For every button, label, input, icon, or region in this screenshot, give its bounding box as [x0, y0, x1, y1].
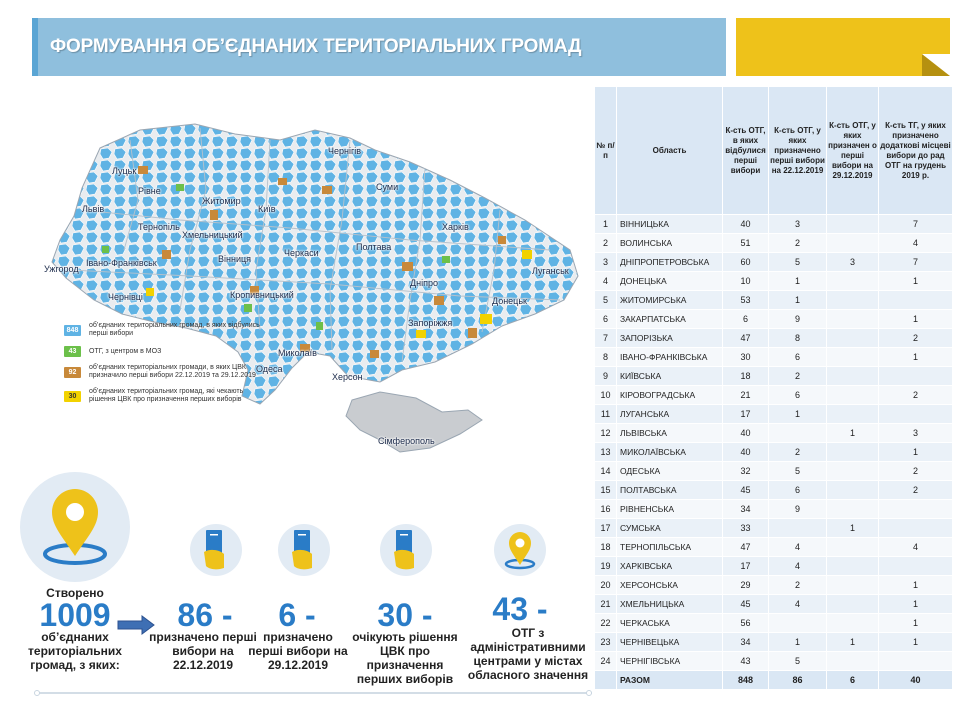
ballot-icon-circle	[190, 524, 242, 576]
row-region: ЛУГАНСЬКА	[617, 405, 723, 424]
row-additional-elections	[879, 519, 953, 538]
row-number: 4	[595, 272, 617, 291]
column-header-held-elections: К-сть ОТГ, в яких відбулися перші вибори	[723, 87, 769, 215]
table-row	[595, 576, 953, 595]
city-label-dnipro: Дніпро	[410, 278, 438, 288]
header-tab	[736, 18, 950, 76]
row-elections-22-12: 3	[769, 215, 827, 234]
green-swatch-icon: 43	[64, 346, 81, 357]
row-additional-elections: 1	[879, 272, 953, 291]
table-row	[595, 481, 953, 500]
ballot-icon-circle	[380, 524, 432, 576]
total-label: РАЗОМ	[617, 671, 723, 690]
yellow-swatch-icon: 30	[64, 391, 81, 402]
city-label-kherson: Херсон	[332, 372, 363, 382]
created-value: 1009	[39, 597, 111, 633]
row-number: 7	[595, 329, 617, 348]
row-number: 9	[595, 367, 617, 386]
row-number: 3	[595, 253, 617, 272]
row-elections-29-12	[827, 310, 879, 329]
table-row	[595, 215, 953, 234]
row-number: 5	[595, 291, 617, 310]
row-region: ЧЕРНІВЕЦЬКА	[617, 633, 723, 652]
row-held-elections: 40	[723, 424, 769, 443]
row-elections-29-12: 1	[827, 519, 879, 538]
table-row	[595, 633, 953, 652]
row-number: 13	[595, 443, 617, 462]
row-elections-29-12	[827, 576, 879, 595]
row-number: 19	[595, 557, 617, 576]
row-additional-elections: 7	[879, 215, 953, 234]
table-row	[595, 500, 953, 519]
legend-text: об’єднаних територіальних громади, в яких ЦВК призначило перші вибори 22.12.2019 та 29.12.2019	[89, 364, 256, 379]
row-additional-elections	[879, 652, 953, 671]
row-elections-29-12	[827, 215, 879, 234]
row-region: МИКОЛАЇВСЬКА	[617, 443, 723, 462]
row-elections-22-12: 2	[769, 443, 827, 462]
row-region: ПОЛТАВСЬКА	[617, 481, 723, 500]
row-elections-22-12: 6	[769, 481, 827, 500]
table-row	[595, 405, 953, 424]
row-region: ТЕРНОПІЛЬСЬКА	[617, 538, 723, 557]
ballot-box-icon	[190, 524, 242, 576]
row-additional-elections: 2	[879, 329, 953, 348]
city-label-zaporizhzhia: Запоріжжя	[408, 318, 453, 328]
row-elections-29-12	[827, 443, 879, 462]
row-region: ІВАНО-ФРАНКІВСЬКА	[617, 348, 723, 367]
city-label-uzhhorod: Ужгород	[44, 264, 79, 274]
row-region: КИЇВСЬКА	[617, 367, 723, 386]
legend-item	[64, 388, 264, 404]
row-elections-22-12: 4	[769, 538, 827, 557]
table-row	[595, 443, 953, 462]
created-caption: об’єднаних територіальних громад, з яких:	[28, 630, 122, 672]
legend-item	[64, 322, 264, 338]
row-elections-29-12	[827, 652, 879, 671]
row-additional-elections: 1	[879, 633, 953, 652]
city-label-mykolaiv: Миколаїв	[278, 348, 317, 358]
city-label-kyiv: Київ	[258, 204, 276, 214]
row-elections-29-12: 1	[827, 633, 879, 652]
row-elections-29-12	[827, 481, 879, 500]
row-held-elections: 34	[723, 500, 769, 519]
row-elections-29-12	[827, 367, 879, 386]
row-elections-22-12: 2	[769, 234, 827, 253]
elections-table	[594, 86, 953, 690]
row-elections-29-12	[827, 538, 879, 557]
row-elections-22-12: 9	[769, 310, 827, 329]
total-22-12: 86	[769, 671, 827, 690]
location-pin-icon	[494, 524, 546, 576]
city-label-donetsk: Донецьк	[492, 296, 527, 306]
footer-dot	[586, 690, 592, 696]
brown-swatch-icon: 92	[64, 367, 81, 378]
row-additional-elections: 1	[879, 348, 953, 367]
row-elections-22-12	[769, 424, 827, 443]
table-row	[595, 253, 953, 272]
stat-caption-29-12: призначено перші вибори на 29.12.2019	[248, 630, 348, 672]
row-held-elections: 47	[723, 538, 769, 557]
column-header-elections-22-12: К-сть ОТГ, у яких призначено перші вибори на 22.12.2019	[769, 87, 827, 215]
row-additional-elections: 4	[879, 538, 953, 557]
row-held-elections: 32	[723, 462, 769, 481]
row-additional-elections	[879, 557, 953, 576]
total-29-12: 6	[827, 671, 879, 690]
column-header-region: Область	[617, 87, 723, 215]
row-number: 1	[595, 215, 617, 234]
table-row	[595, 291, 953, 310]
row-held-elections: 34	[723, 633, 769, 652]
footer-dot	[34, 690, 40, 696]
row-elections-29-12	[827, 500, 879, 519]
row-additional-elections: 2	[879, 386, 953, 405]
row-elections-22-12: 5	[769, 253, 827, 272]
row-number: 14	[595, 462, 617, 481]
row-elections-22-12: 5	[769, 652, 827, 671]
row-held-elections: 43	[723, 652, 769, 671]
row-region: КІРОВОГРАДСЬКА	[617, 386, 723, 405]
ballot-box-icon	[380, 524, 432, 576]
total-empty-cell	[595, 671, 617, 690]
legend-text: об’єднаних територіальних громад, які чекають рішення ЦВК про призначення перших виборів	[89, 388, 244, 403]
ballot-icon-circle	[278, 524, 330, 576]
created-icon-circle	[20, 472, 130, 582]
row-additional-elections: 1	[879, 443, 953, 462]
table-row	[595, 424, 953, 443]
row-region: ХАРКІВСЬКА	[617, 557, 723, 576]
row-elections-22-12: 1	[769, 272, 827, 291]
row-number: 6	[595, 310, 617, 329]
row-elections-29-12	[827, 462, 879, 481]
table-row	[595, 310, 953, 329]
row-held-elections: 33	[723, 519, 769, 538]
elections-table-wrap	[594, 86, 952, 690]
table-row	[595, 329, 953, 348]
footer-divider	[36, 692, 592, 694]
row-held-elections: 51	[723, 234, 769, 253]
city-label-zhytomyr: Житомир	[202, 196, 241, 206]
row-number: 15	[595, 481, 617, 500]
row-region: РІВНЕНСЬКА	[617, 500, 723, 519]
row-region: ЧЕРКАСЬКА	[617, 614, 723, 633]
city-label-simferopol: Сімферополь	[378, 436, 435, 446]
tab-fold-cut	[922, 54, 950, 76]
row-held-elections: 56	[723, 614, 769, 633]
legend-item	[64, 364, 264, 380]
stat-caption-pending: очікують рішення ЦВК про призначення перших виборів	[352, 630, 458, 686]
city-label-khmelnytskyi: Хмельницький	[182, 230, 243, 240]
row-number: 17	[595, 519, 617, 538]
table-row	[595, 386, 953, 405]
row-elections-29-12	[827, 272, 879, 291]
row-additional-elections: 3	[879, 424, 953, 443]
row-elections-22-12	[769, 519, 827, 538]
row-held-elections: 47	[723, 329, 769, 348]
city-label-ivano-frankivsk: Івано-Франківськ	[86, 258, 157, 268]
city-label-vinnytsia: Вінниця	[218, 254, 251, 264]
row-held-elections: 45	[723, 595, 769, 614]
row-elections-22-12: 4	[769, 595, 827, 614]
row-elections-22-12: 1	[769, 291, 827, 310]
row-elections-22-12: 2	[769, 367, 827, 386]
row-region: ДОНЕЦЬКА	[617, 272, 723, 291]
table-total-row	[595, 671, 953, 690]
row-region: ДНІПРОПЕТРОВСЬКА	[617, 253, 723, 272]
row-held-elections: 10	[723, 272, 769, 291]
city-label-chernihiv: Чернігів	[328, 146, 362, 156]
table-row	[595, 234, 953, 253]
legend-item	[64, 346, 264, 357]
row-additional-elections	[879, 500, 953, 519]
row-number: 10	[595, 386, 617, 405]
location-pin-icon	[20, 472, 130, 582]
blue-swatch-icon: 848	[64, 325, 81, 336]
row-additional-elections: 1	[879, 595, 953, 614]
row-region: СУМСЬКА	[617, 519, 723, 538]
table-body	[595, 215, 953, 671]
row-held-elections: 40	[723, 215, 769, 234]
row-region: ОДЕСЬКА	[617, 462, 723, 481]
row-number: 24	[595, 652, 617, 671]
row-region: ЧЕРНІГІВСЬКА	[617, 652, 723, 671]
column-header-elections-29-12: К-сть ОТГ, у яких призначен о перші вибори на 29.12.2019	[827, 87, 879, 215]
row-additional-elections: 1	[879, 614, 953, 633]
row-held-elections: 17	[723, 557, 769, 576]
city-label-poltava: Полтава	[356, 242, 392, 252]
row-number: 20	[595, 576, 617, 595]
total-additional: 40	[879, 671, 953, 690]
city-label-ternopil: Тернопіль	[138, 222, 180, 232]
table-row	[595, 595, 953, 614]
city-label-chernivtsi: Чернівці	[108, 292, 143, 302]
row-region: ЗАПОРІЗЬКА	[617, 329, 723, 348]
row-held-elections: 45	[723, 481, 769, 500]
table-row	[595, 272, 953, 291]
row-elections-29-12	[827, 291, 879, 310]
row-elections-29-12	[827, 405, 879, 424]
row-additional-elections	[879, 367, 953, 386]
ukraine-map	[30, 100, 590, 460]
row-number: 18	[595, 538, 617, 557]
row-elections-29-12	[827, 348, 879, 367]
table-row	[595, 462, 953, 481]
city-label-lviv: Львів	[82, 204, 105, 214]
row-additional-elections: 1	[879, 310, 953, 329]
row-additional-elections	[879, 405, 953, 424]
city-label-cherkasy: Черкаси	[284, 248, 319, 258]
table-row	[595, 652, 953, 671]
row-held-elections: 40	[723, 443, 769, 462]
row-elections-29-12: 3	[827, 253, 879, 272]
title-bar	[32, 18, 726, 76]
row-elections-29-12	[827, 386, 879, 405]
stat-value-22-12: 86 -	[177, 597, 233, 633]
row-elections-29-12: 1	[827, 424, 879, 443]
city-label-kharkiv: Харків	[442, 222, 469, 232]
table-header-row	[595, 87, 953, 215]
title-accent	[32, 18, 38, 76]
map-drawing	[30, 100, 590, 460]
legend-text: ОТГ, з центром в МОЗ	[89, 347, 162, 355]
row-number: 2	[595, 234, 617, 253]
row-held-elections: 17	[723, 405, 769, 424]
row-elections-29-12	[827, 595, 879, 614]
row-number: 8	[595, 348, 617, 367]
row-elections-22-12: 8	[769, 329, 827, 348]
stat-caption-regional-cities: ОТГ з адміністративними центрами у містах обласного значення	[467, 626, 589, 682]
row-number: 16	[595, 500, 617, 519]
row-elections-22-12: 6	[769, 348, 827, 367]
row-elections-22-12: 6	[769, 386, 827, 405]
row-held-elections: 53	[723, 291, 769, 310]
row-additional-elections: 7	[879, 253, 953, 272]
row-elections-22-12: 5	[769, 462, 827, 481]
city-label-kropyvnytskyi: Кропивницький	[230, 290, 294, 300]
city-label-luhansk: Луганськ	[532, 266, 569, 276]
created-label: Створено	[46, 586, 104, 600]
row-held-elections: 21	[723, 386, 769, 405]
city-label-sumy: Суми	[376, 182, 399, 192]
row-additional-elections: 2	[879, 462, 953, 481]
row-additional-elections: 4	[879, 234, 953, 253]
row-elections-22-12: 4	[769, 557, 827, 576]
city-label-rivne: Рівне	[138, 186, 161, 196]
row-region: ВІННИЦЬКА	[617, 215, 723, 234]
row-additional-elections	[879, 291, 953, 310]
row-region: ВОЛИНСЬКА	[617, 234, 723, 253]
row-held-elections: 60	[723, 253, 769, 272]
row-number: 11	[595, 405, 617, 424]
table-row	[595, 519, 953, 538]
row-held-elections: 6	[723, 310, 769, 329]
row-region: ЛЬВІВСЬКА	[617, 424, 723, 443]
column-header-number: № п/п	[595, 87, 617, 215]
row-region: ХЕРСОНСЬКА	[617, 576, 723, 595]
legend-text: об’єднаних територіальних громад, в яких відбулись перші вибори	[89, 322, 260, 337]
stat-value-pending: 30 -	[377, 597, 433, 633]
row-elections-22-12: 1	[769, 633, 827, 652]
stat-value-29-12: 6 -	[278, 597, 316, 633]
row-held-elections: 18	[723, 367, 769, 386]
city-label-odesa: Одеса	[256, 364, 283, 374]
column-header-additional-elections: К-сть ТГ, у яких призначено додаткові місцеві вибори до рад ОТГ на грудень 2019 р.	[879, 87, 953, 215]
stat-value-regional-cities: 43 -	[492, 591, 548, 627]
row-elections-22-12: 9	[769, 500, 827, 519]
page-title: ФОРМУВАННЯ ОБ’ЄДНАНИХ ТЕРИТОРІАЛЬНИХ ГРОМАД	[50, 36, 582, 57]
ballot-box-icon	[278, 524, 330, 576]
row-region: ЖИТОМИРСЬКА	[617, 291, 723, 310]
table-row	[595, 557, 953, 576]
row-elections-29-12	[827, 329, 879, 348]
pin-icon-circle	[494, 524, 546, 576]
city-label-lutsk: Луцьк	[112, 166, 137, 176]
row-additional-elections: 1	[879, 576, 953, 595]
row-held-elections: 30	[723, 348, 769, 367]
table-row	[595, 538, 953, 557]
total-held: 848	[723, 671, 769, 690]
row-elections-22-12: 2	[769, 576, 827, 595]
table-row	[595, 348, 953, 367]
row-region: ЗАКАРПАТСЬКА	[617, 310, 723, 329]
row-elections-29-12	[827, 234, 879, 253]
stat-caption-22-12: призначено перші вибори на 22.12.2019	[149, 630, 257, 672]
row-number: 12	[595, 424, 617, 443]
row-held-elections: 29	[723, 576, 769, 595]
row-number: 21	[595, 595, 617, 614]
table-row	[595, 367, 953, 386]
row-number: 22	[595, 614, 617, 633]
row-number: 23	[595, 633, 617, 652]
table-row	[595, 614, 953, 633]
row-elections-29-12	[827, 557, 879, 576]
row-elections-22-12	[769, 614, 827, 633]
row-elections-22-12: 1	[769, 405, 827, 424]
row-region: ХМЕЛЬНИЦЬКА	[617, 595, 723, 614]
row-additional-elections: 2	[879, 481, 953, 500]
row-elections-29-12	[827, 614, 879, 633]
